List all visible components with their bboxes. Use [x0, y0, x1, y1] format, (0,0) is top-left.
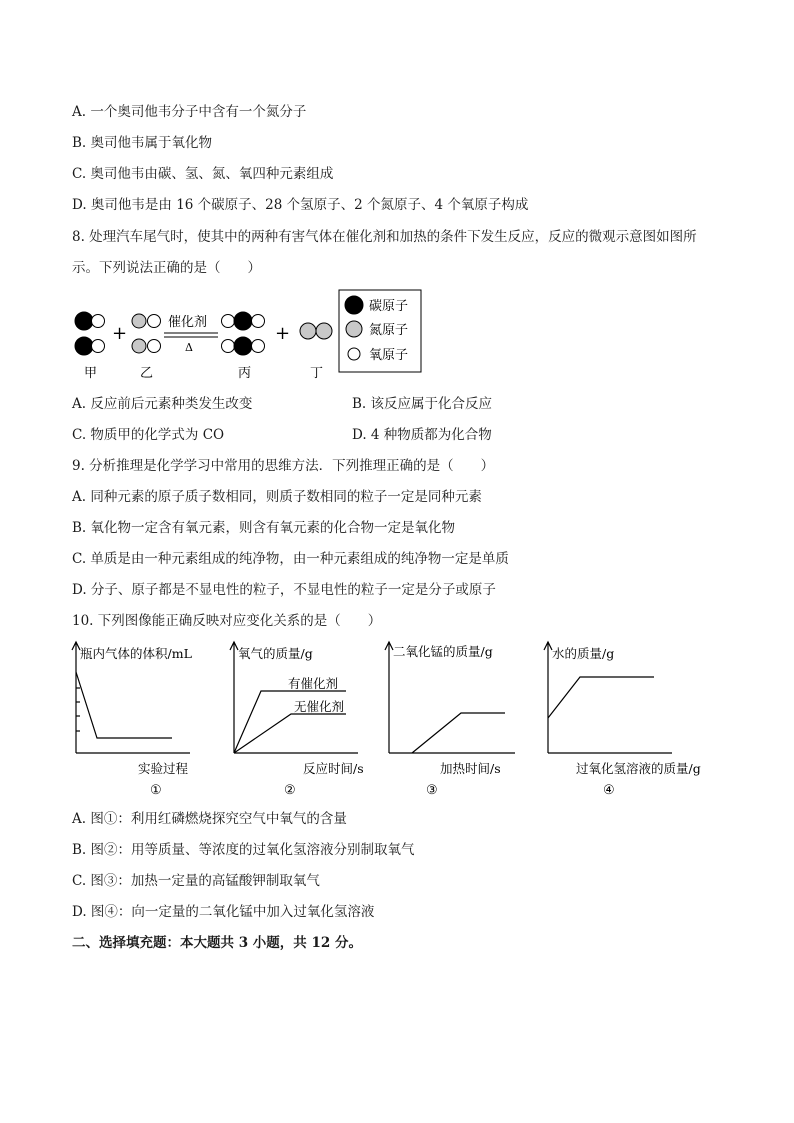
q8-stem-line1: 8. 处理汽车尾气时，使其中的两种有害气体在催化剂和加热的条件下发生反应，反应的微观示意图如图所 — [72, 229, 697, 245]
molecule-ding — [300, 323, 332, 339]
graph2-xlabel: 反应时间/s — [303, 761, 364, 776]
graph4-number: ④ — [603, 783, 615, 798]
q7-option-b: B. 奥司他韦属于氧化物 — [72, 135, 213, 151]
q10-option-a: A. 图①：利用红磷燃烧探究空气中氧气的含量 — [72, 811, 347, 827]
graph2-curve-label-1: 有催化剂 — [288, 676, 339, 691]
graph1-curve — [76, 672, 172, 738]
graph2-curve-without-catalyst — [234, 714, 346, 753]
label-ding: 丁 — [310, 366, 324, 381]
q8-option-d: D. 4 种物质都为化合物 — [352, 427, 492, 443]
graph4-curve — [548, 677, 654, 718]
q9-option-a: A. 同种元素的原子质子数相同，则质子数相同的粒子一定是同种元素 — [72, 489, 482, 505]
graph1-number: ① — [150, 783, 162, 798]
legend-oxygen: 氧原子 — [369, 348, 409, 363]
q9-option-d: D. 分子、原子都是不显电性的粒子，不显电性的粒子一定是分子或原子 — [72, 582, 496, 598]
q9-option-b: B. 氧化物一定含有氧元素，则含有氧元素的化合物一定是氧化物 — [72, 520, 456, 536]
q10-stem: 10. 下列图像能正确反映对应变化关系的是（ ） — [72, 613, 382, 629]
plus-sign-1: + — [112, 323, 128, 344]
molecule-bing — [222, 312, 265, 355]
catalyst-label: 催化剂 — [168, 315, 208, 330]
q8-option-b: B. 该反应属于化合反应 — [352, 396, 493, 412]
graph2-curve-label-2: 无催化剂 — [294, 699, 345, 714]
q7-option-a: A. 一个奥司他韦分子中含有一个氮分子 — [72, 104, 307, 120]
atom-legend — [339, 290, 421, 372]
graph3-ylabel: 二氧化锰的质量/g — [393, 644, 493, 659]
legend-carbon: 碳原子 — [369, 299, 409, 314]
heat-symbol: Δ — [185, 341, 193, 354]
carbon-atom-icon — [345, 296, 363, 314]
graph4-ylabel: 水的质量/g — [552, 646, 615, 661]
q8-option-a: A. 反应前后元素种类发生改变 — [72, 396, 253, 412]
plus-sign-2: + — [275, 323, 291, 344]
graph1-ylabel: 瓶内气体的体积/mL — [80, 646, 192, 661]
q7-option-c: C. 奥司他韦由碳、氢、氮、氧四种元素组成 — [72, 166, 334, 182]
molecule-jia — [75, 312, 105, 355]
q10-option-b: B. 图②：用等质量、等浓度的过氧化氢溶液分别制取氧气 — [72, 842, 415, 858]
q9-stem: 9. 分析推理是化学学习中常用的思维方法．下列推理正确的是（ ） — [72, 458, 495, 474]
q7-option-d: D. 奥司他韦是由 16 个碳原子、28 个氢原子、2 个氮原子、4 个氧原子构成 — [72, 197, 529, 213]
legend-nitrogen: 氮原子 — [369, 323, 409, 338]
q8-option-c: C. 物质甲的化学式为 CO — [72, 427, 225, 443]
graph3-xlabel: 加热时间/s — [440, 761, 501, 776]
q8-stem-line2: 示。下列说法正确的是（ ） — [72, 260, 261, 276]
q8-reaction-diagram — [60, 285, 430, 385]
nitrogen-atom-icon — [346, 321, 362, 337]
graph4-xlabel: 过氧化氢溶液的质量/g — [576, 761, 701, 776]
graph3-curve — [412, 713, 505, 753]
section-2-heading: 二、选择填充题：本大题共 3 小题，共 12 分。 — [72, 935, 362, 951]
graph2-number: ② — [284, 783, 296, 798]
graph2-ylabel: 氧气的质量/g — [238, 646, 313, 661]
molecule-yi — [132, 314, 161, 353]
label-bing: 丙 — [238, 366, 252, 381]
graph3-number: ③ — [426, 783, 438, 798]
q9-option-c: C. 单质是由一种元素组成的纯净物，由一种元素组成的纯净物一定是单质 — [72, 551, 509, 567]
oxygen-atom-icon — [348, 348, 360, 360]
q10-option-c: C. 图③：加热一定量的高锰酸钾制取氧气 — [72, 873, 320, 889]
q10-graphs — [60, 636, 730, 804]
label-yi: 乙 — [140, 366, 154, 381]
label-jia: 甲 — [84, 366, 98, 381]
q10-option-d: D. 图④：向一定量的二氧化锰中加入过氧化氢溶液 — [72, 904, 375, 920]
graph1-xlabel: 实验过程 — [138, 761, 189, 776]
